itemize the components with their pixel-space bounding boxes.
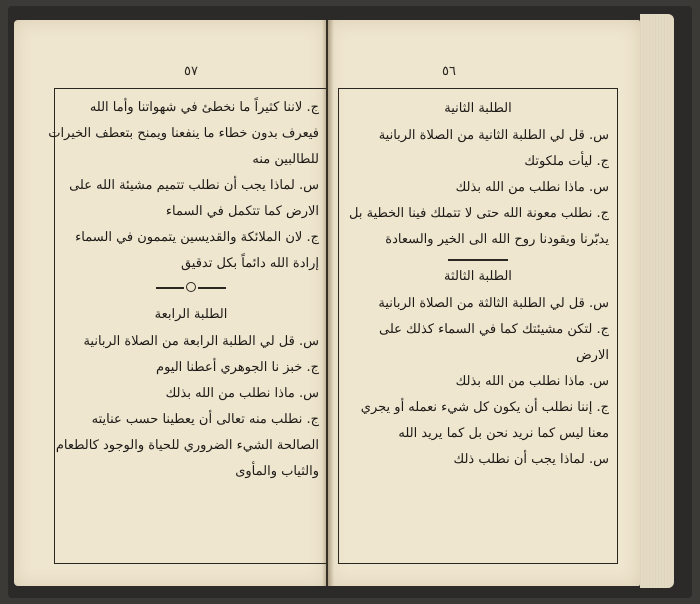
text-line: يدبّرنا ويقودنا روح الله الى الخير والسعادة <box>385 232 609 247</box>
text-line: ج. إننا نطلب أن يكون كل شيء نعمله أو يجري <box>360 399 609 415</box>
right-page <box>328 20 640 586</box>
text-line: ج. خبز نا الجوهري أعطنا اليوم <box>156 360 319 375</box>
text-line: الصالحة الشيء الضروري للحياة والوجود كالطعام <box>55 438 319 453</box>
text-frame <box>338 88 618 564</box>
text-line: فيعرف بدون خطاء ما ينفعنا ويمنح بتعطف الخيرات <box>48 126 319 141</box>
text-line: ج. نطلب معونة الله حتى لا تتملك فينا الخطية بل <box>349 206 609 221</box>
text-line: س. قل لي الطلبة الثانية من الصلاة الربانية <box>378 128 609 143</box>
left-page <box>14 20 326 586</box>
text-line: إرادة الله دائماً بكل تدقيق <box>180 256 319 271</box>
text-line: س. قل لي الطلبة الثالثة من الصلاة الربانية <box>378 295 609 311</box>
page-edges <box>640 14 674 588</box>
text-line: ج. لان الملائكة والقديسين يتممون في السماء <box>75 230 319 245</box>
text-line: الارض <box>575 347 609 363</box>
text-line: س. ماذا نطلب من الله بذلك <box>165 386 319 401</box>
text-line: س. ماذا نطلب من الله بذلك <box>455 180 609 195</box>
section-heading: الطلبة الثالثة <box>444 268 512 284</box>
text-line: ج. ليأت ملكوتك <box>524 154 609 169</box>
page-number: ٥٧ <box>184 64 198 79</box>
text-line: ج. لاننا كثيراً ما نخطئ في شهواتنا وأما الله <box>89 100 319 115</box>
text-line: الارض كما تتكمل في السماء <box>165 204 319 219</box>
text-line: س. ماذا نطلب من الله بذلك <box>455 373 609 389</box>
text-line: س. لماذا يجب أن نطلب تتميم مشيئة الله على <box>69 178 319 193</box>
text-line: للطالبين منه <box>252 152 319 167</box>
ornament-divider <box>156 281 226 295</box>
text-line: س. قل لي الطلبة الرابعة من الصلاة الربانية <box>83 334 319 349</box>
section-heading: الطلبة الثانية <box>444 101 512 116</box>
book-gutter <box>322 20 334 586</box>
text-line: ج. نطلب منه تعالى أن يعطينا حسب عنايته <box>91 412 319 427</box>
text-line: س. لماذا يجب أن نطلب ذلك <box>453 451 609 467</box>
text-line: معنا ليس كما نريد نحن بل كما يريد الله <box>398 425 609 441</box>
page-number: ٥٦ <box>442 64 456 79</box>
text-frame <box>48 88 326 564</box>
text-line: والثياب والمأوى <box>235 464 319 479</box>
open-book <box>8 6 692 598</box>
divider-rule <box>448 259 508 261</box>
section-heading: الطلبة الرابعة <box>154 307 228 322</box>
text-line: ج. لتكن مشيئتك كما في السماء كذلك على <box>379 321 609 337</box>
